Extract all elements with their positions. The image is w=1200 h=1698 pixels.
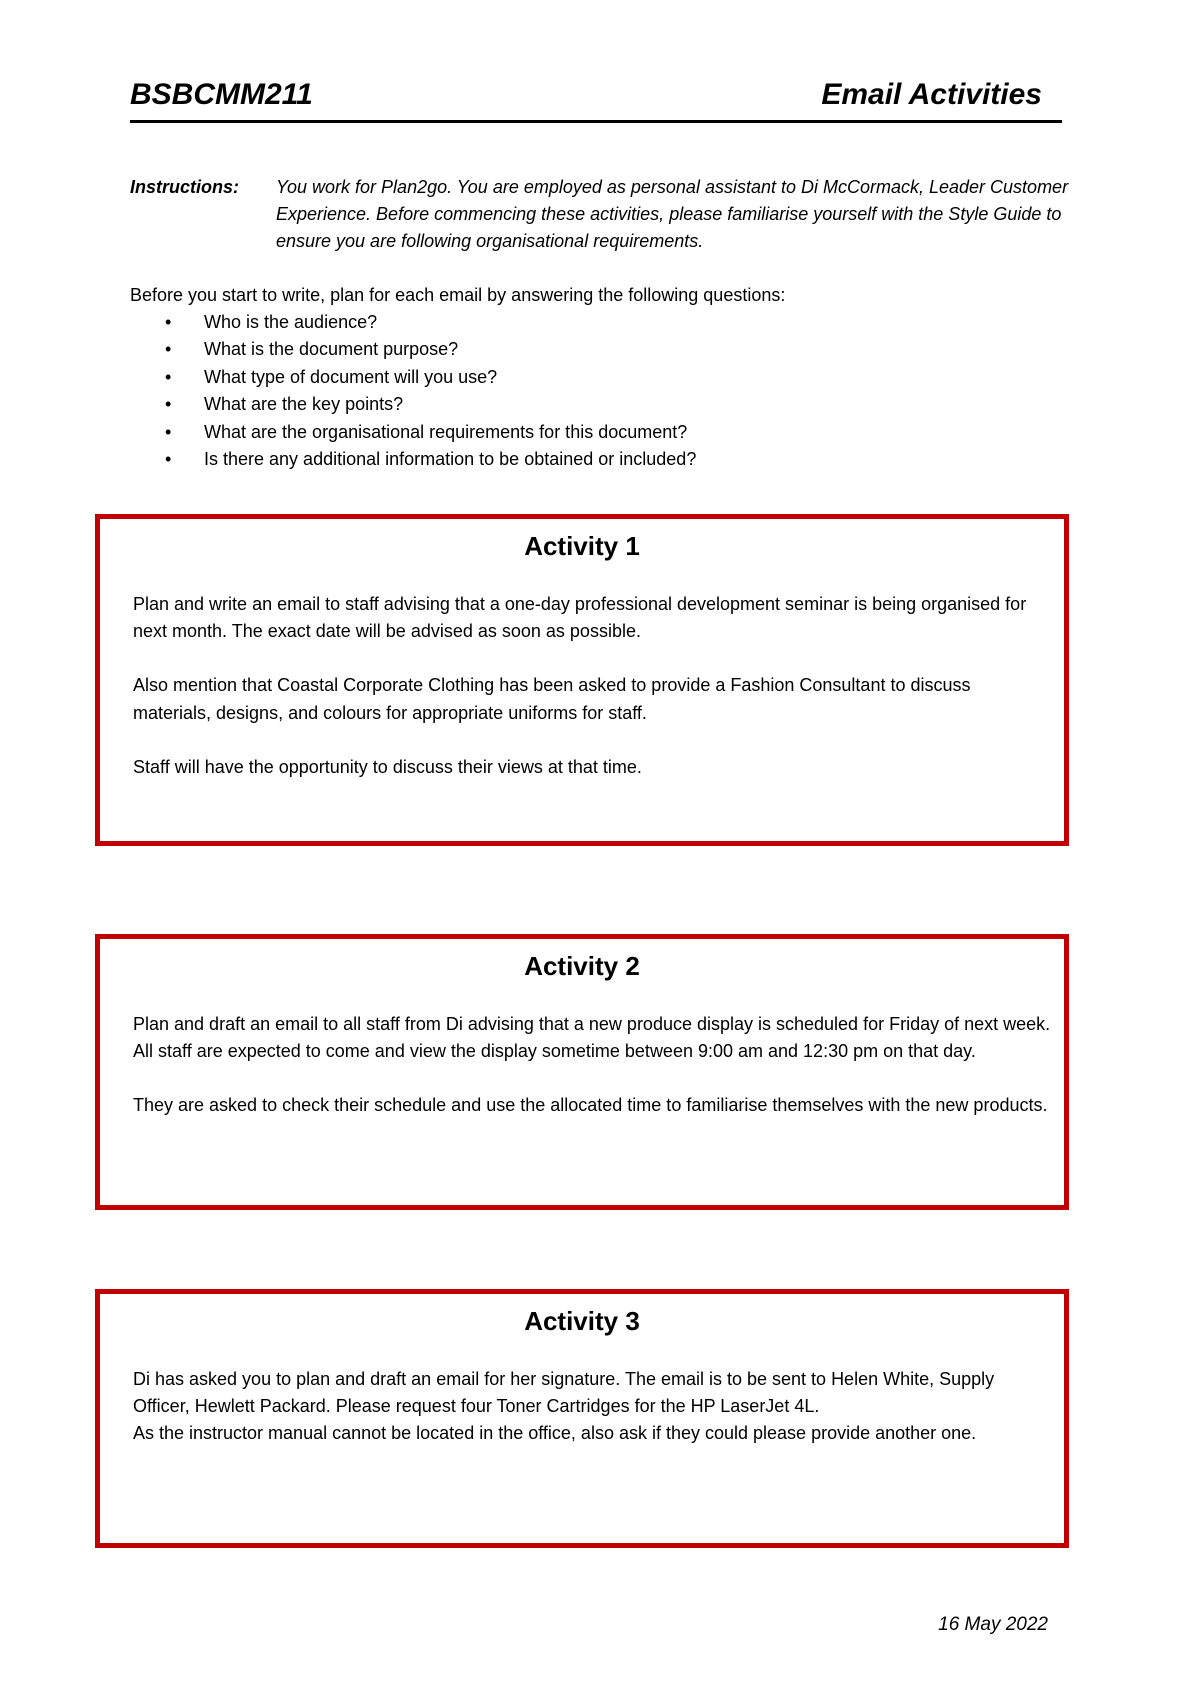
activity-1-body <box>133 591 1053 808</box>
activity-1-box <box>95 514 1069 846</box>
list-item: • Is there any additional information to be obtained or included? <box>165 446 696 473</box>
instructions-block <box>130 174 1070 255</box>
bullet-icon: • <box>165 312 172 332</box>
bullet-icon: • <box>165 339 172 360</box>
page-header <box>130 72 1062 123</box>
activity-2-box <box>95 934 1069 1210</box>
activity-2-body <box>133 1011 1053 1147</box>
activity-paragraph: They are asked to check their schedule and use the allocated time to familiarise themselves with the new products. <box>133 1095 1048 1116</box>
list-item: • What type of document will you use? <box>165 364 696 391</box>
instructions-text: You work for Plan2go. You are employed as personal assistant to Di McCormack, Leader Customer Experience. Before commencing these activities, please familiarise yourself with the Style Guide to ensure you are following organisational requirements. <box>276 177 1069 251</box>
document-title: Email Activities <box>821 78 1042 111</box>
footer-date: 16 May 2022 <box>938 1614 1048 1635</box>
course-code: BSBCMM211 <box>130 78 313 111</box>
bullet-icon: • <box>165 394 172 415</box>
activity-1-title: Activity 1 <box>524 531 640 561</box>
activity-paragraph: As the instructor manual cannot be located in the office, also ask if they could please provide another one. <box>133 1423 977 1444</box>
activity-paragraph: Plan and write an email to staff advising that a one-day professional development seminar is being organised for next month. The exact date will be advised as soon as possible. <box>133 594 1027 642</box>
bullet-icon: • <box>165 366 172 387</box>
planning-questions-list <box>165 309 696 473</box>
activity-paragraph: Also mention that Coastal Corporate Clothing has been asked to provide a Fashion Consultant to discuss materials, designs, and colours for appropriate uniforms for staff. <box>133 675 971 723</box>
activity-3-body <box>133 1366 1053 1475</box>
activity-paragraph: Staff will have the opportunity to discuss their views at that time. <box>133 756 642 777</box>
planning-intro: Before you start to write, plan for each email by answering the following questions: <box>130 285 786 305</box>
list-item: • What are the organisational requirements for this document? <box>165 419 696 446</box>
instructions-label: Instructions: <box>130 177 240 197</box>
bullet-icon: • <box>165 421 172 442</box>
activity-paragraph: Di has asked you to plan and draft an email for her signature. The email is to be sent to Helen White, Supply Officer, Hewlett Packard. Please request four Toner Cartridges for the HP LaserJet 4L. <box>133 1369 995 1417</box>
activity-2-title: Activity 2 <box>524 951 640 981</box>
activity-3-box <box>95 1289 1069 1548</box>
activity-paragraph: Plan and draft an email to all staff from Di advising that a new produce display is scheduled for Friday of next week. All staff are expected to come and view the display sometime between 9:00 am and 12:30 pm on that day. <box>133 1014 1051 1062</box>
bullet-icon: • <box>165 449 172 470</box>
list-item: • What is the document purpose? <box>165 336 696 363</box>
list-item: • What are the key points? <box>165 391 696 418</box>
activity-3-title: Activity 3 <box>524 1306 640 1336</box>
list-item: • Who is the audience? <box>165 309 696 336</box>
